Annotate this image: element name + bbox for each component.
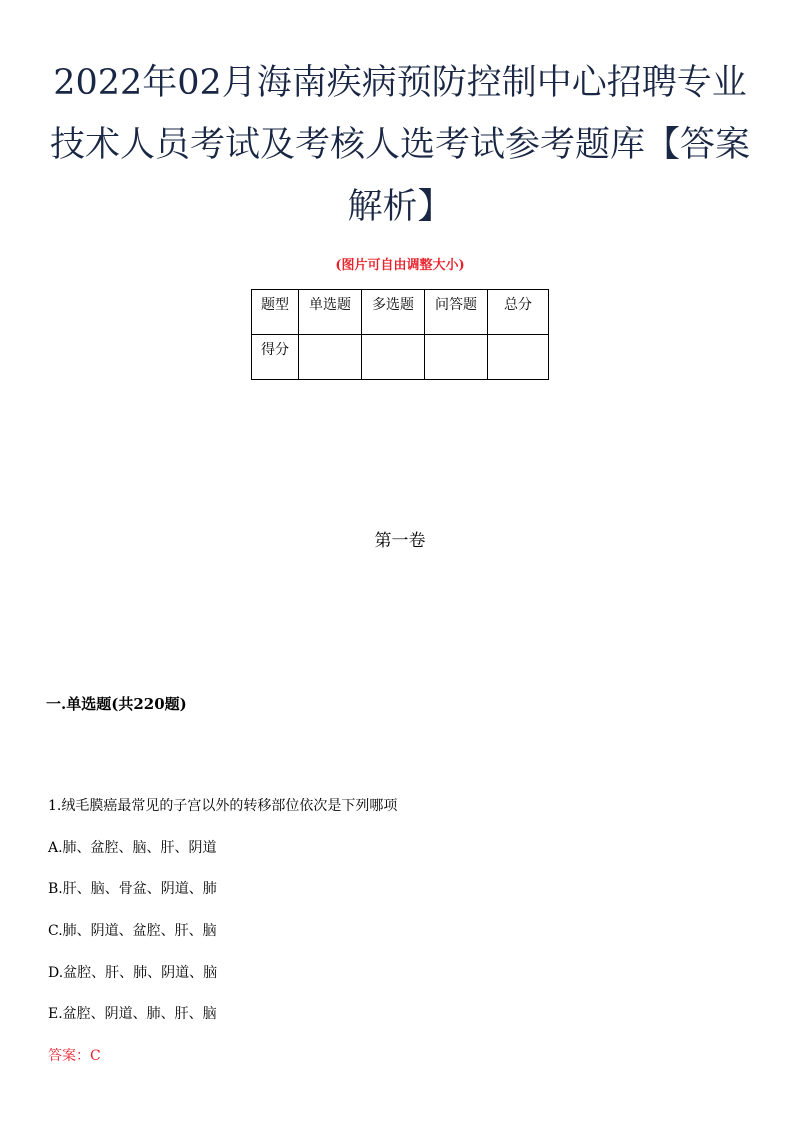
score-row-label: 得分 [252, 335, 299, 380]
question-stem: 1.绒毛膜癌最常见的子宫以外的转移部位依次是下列哪项 [48, 798, 398, 814]
image-resize-note: (图片可自由调整大小) [335, 258, 465, 273]
score-cell-multiple-choice [362, 335, 425, 380]
option-c: C.肺、阴道、盆腔、肝、脑 [48, 923, 217, 939]
option-b: B.肝、脑、骨盆、阴道、肺 [48, 881, 217, 897]
score-header-type: 题型 [252, 290, 299, 335]
score-header-single-choice: 单选题 [299, 290, 362, 335]
option-d: D.盆腔、肝、肺、阴道、脑 [48, 965, 218, 981]
option-a: A.肺、盆腔、脑、肝、阴道 [48, 840, 217, 856]
score-table [251, 289, 549, 380]
section-heading: 一.单选题(共220题) [46, 695, 187, 713]
score-cell-essay [425, 335, 488, 380]
score-cell-single-choice [299, 335, 362, 380]
score-header-multiple-choice: 多选题 [362, 290, 425, 335]
score-header-total: 总分 [488, 290, 549, 335]
score-header-essay: 问答题 [425, 290, 488, 335]
score-table-row [252, 335, 549, 380]
score-table-header-row [252, 290, 549, 335]
volume-label: 第一卷 [374, 531, 426, 551]
answer-text: 答案：C [48, 1048, 101, 1064]
option-e: E.盆腔、阴道、肺、肝、脑 [48, 1006, 217, 1022]
score-cell-total [488, 335, 549, 380]
document-title: 2022年02月海南疾病预防控制中心招聘专业技术人员考试及考核人选考试参考题库【答案解析】 [49, 63, 750, 227]
